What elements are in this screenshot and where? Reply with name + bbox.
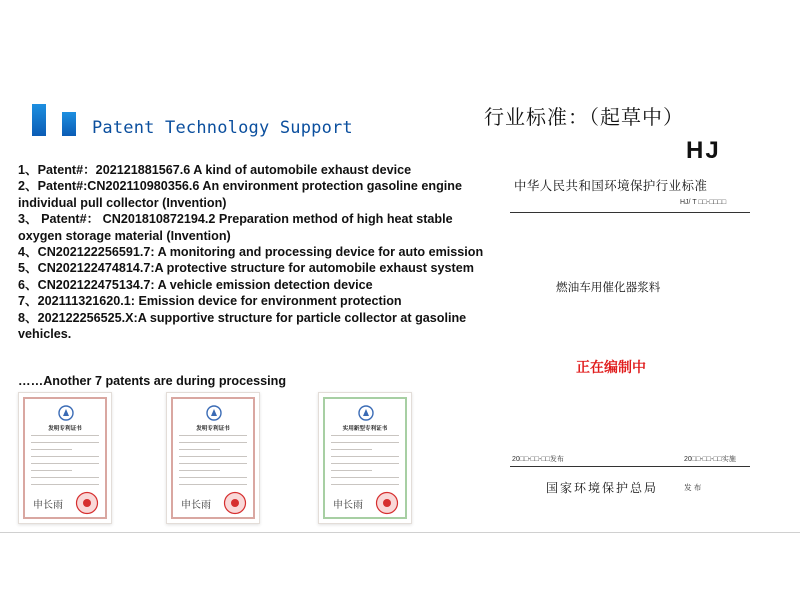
standard-status: 正在编制中: [576, 359, 646, 375]
utility-model-certificate-image: [318, 392, 412, 524]
patent-item: 6、CN202122475134.7: A vehicle emission detection device: [18, 277, 373, 292]
cnipa-emblem-icon: [206, 405, 222, 421]
cnipa-emblem-icon: [358, 405, 374, 421]
certificate-title: 实用新型专利证书: [342, 426, 388, 432]
standard-number: HJ/ T □□-□□□□: [680, 199, 727, 206]
patent-item: 2、Patent#:CN202110980356.6 An environment protection gasoline engine individual pull collector (Invention): [18, 179, 462, 210]
patent-item: 1、Patent#：202121881567.6 A kind of automobile exhaust device: [18, 163, 412, 177]
certificate-title: 发明专利证书: [196, 426, 230, 432]
standard-issuer-suffix: 发 布: [684, 483, 702, 492]
bottom-divider: [0, 532, 800, 533]
patent-list: [18, 162, 488, 342]
red-seal-icon: [223, 491, 247, 515]
page-title: Patent Technology Support: [92, 118, 353, 138]
standard-divider: [510, 466, 750, 467]
patent-item: 4、CN202122256591.7: A monitoring and processing device for auto emission: [18, 245, 484, 260]
standard-divider: [510, 212, 750, 213]
standard-issuer: 国家环境保护总局: [546, 481, 659, 495]
certificate-text-lines: [31, 435, 99, 491]
patent-item: 3、 Patent#： CN201810872194.2 Preparation method of high heat stable oxygen storage material (Invention): [18, 212, 453, 243]
red-seal-icon: [75, 491, 99, 515]
standard-issue-date: 20□□-□□-□□发布: [512, 456, 564, 463]
patent-item: 5、CN202122474814.7:A protective structure for automobile exhaust system: [18, 261, 474, 276]
certificate-text-lines: [331, 435, 399, 491]
standard-heading: 行业标准：（起草中）: [484, 107, 684, 129]
patent-item: 7、202111321620.1: Emission device for environment protection: [18, 294, 402, 309]
patent-certificate-image: [18, 392, 112, 524]
certificate-signature: 申长雨: [333, 500, 363, 511]
certificate-signature: 申长雨: [181, 500, 211, 511]
patent-certificate-image: [166, 392, 260, 524]
logo-bar-icon: [62, 112, 76, 136]
logo-bar-icon: [32, 104, 46, 136]
standard-product-name: 燃油车用催化器浆料: [556, 281, 661, 294]
hj-standard-mark: HJ: [686, 137, 721, 164]
certificate-title: 发明专利证书: [48, 426, 82, 432]
standard-implementation-date: 20□□-□□-□□实施: [684, 456, 736, 463]
certificate-signature: 申长雨: [33, 500, 63, 511]
cnipa-emblem-icon: [58, 405, 74, 421]
certificate-text-lines: [179, 435, 247, 491]
patent-note: ……Another 7 patents are during processing: [18, 374, 287, 388]
patent-item: 8、202122256525.X:A supportive structure for particle collector at gasoline vehicles.: [18, 310, 467, 342]
red-seal-icon: [375, 491, 399, 515]
standard-organization: 中华人民共和国环境保护行业标准: [514, 178, 708, 193]
